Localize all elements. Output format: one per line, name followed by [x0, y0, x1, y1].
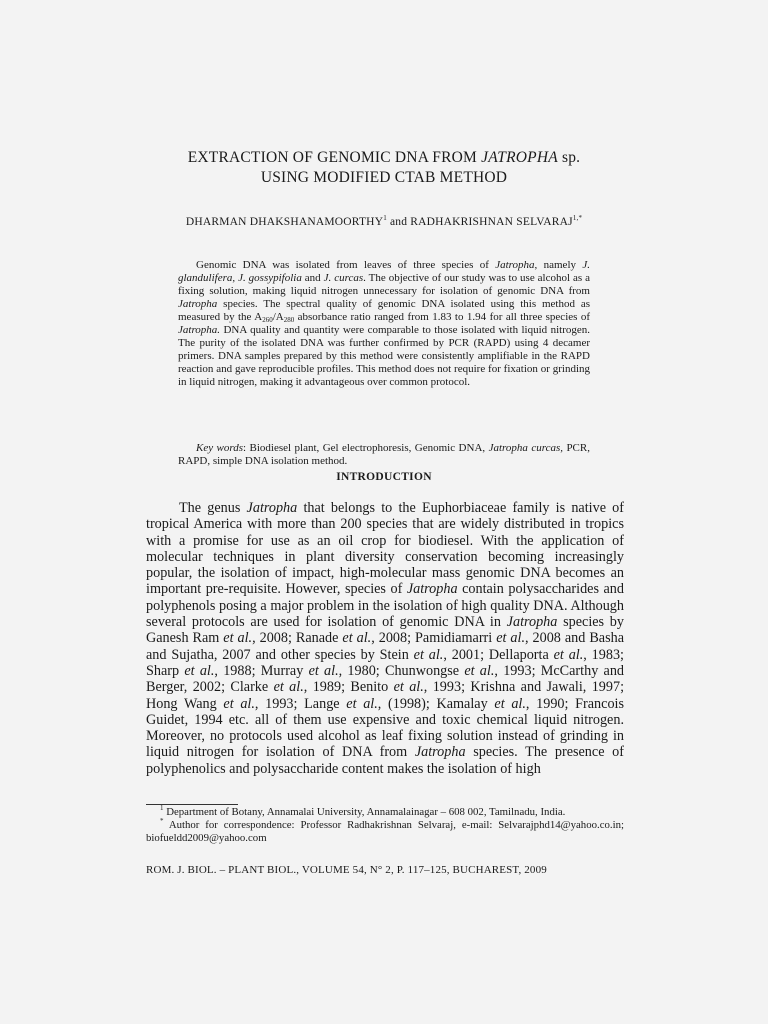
- body-italic: Jatropha: [414, 744, 466, 761]
- abstract-text: absorbance ratio ranged from 1.83 to 1.94 for all three species of: [294, 311, 590, 323]
- title-suffix: sp.: [557, 149, 581, 166]
- body-text: , 1993; Krishna and Jawali, 1997; Hong Wang: [146, 679, 625, 712]
- abstract-text: and: [301, 272, 324, 284]
- body-text: , 1983; Sharp: [146, 646, 625, 679]
- abstract-text: species. The spectral quality of genomic DNA isolated using this method as measured by the A: [178, 298, 590, 323]
- abstract-text: , namely: [534, 259, 583, 271]
- abstract-species: J. curcas: [323, 272, 364, 284]
- abstract-text: Genomic DNA was isolated from leaves of three species of: [196, 259, 496, 271]
- body-italic: et al.: [464, 662, 495, 679]
- author-conjunction: and: [386, 216, 411, 228]
- abstract-text: /A: [272, 311, 284, 323]
- journal-citation-footer: ROM. J. BIOL. – PLANT BIOL., VOLUME 54, N° 2, P. 117–125, BUCHAREST, 2009: [146, 864, 547, 876]
- body-italic: et al.: [494, 695, 526, 712]
- author-line: [0, 216, 768, 228]
- body-text: , 2001; Dellaporta: [443, 646, 554, 663]
- body-italic: et al.: [223, 695, 255, 712]
- body-text: species. The presence of polyphenolics and polysaccharide content makes the isolation of high: [146, 744, 624, 777]
- abstract: [178, 259, 590, 389]
- abstract-paragraph: [178, 259, 590, 389]
- abstract-subscript: 260: [262, 316, 273, 324]
- body-text: The genus: [179, 500, 247, 516]
- body-text: , (1998); Kamalay: [377, 695, 495, 712]
- body-italic: et al.: [346, 695, 378, 712]
- paper-title-line-1: [0, 148, 768, 168]
- body-italic: Jatropha: [406, 581, 458, 598]
- body-italic: et al.: [273, 679, 304, 696]
- body-text: , 1988; Murray: [214, 662, 309, 679]
- abstract-genus: Jatropha.: [178, 324, 221, 336]
- introduction-paragraph: [146, 500, 624, 777]
- body-text: , 2008 and Basha and Sujatha, 2007 and other species by Stein: [146, 630, 624, 663]
- body-italic: et al.: [342, 630, 372, 647]
- abstract-species: J. glandulifera, J. gossypifolia: [178, 259, 590, 284]
- author-2-affiliation: 1,*: [572, 214, 583, 222]
- body-text: , 1993; McCarthy and Berger, 2002; Clarke: [146, 662, 625, 696]
- body-text: , 1989; Benito: [303, 679, 394, 696]
- body-text: that belongs to the Euphorbiaceae family is native of tropical America with more than 200 species that are widely distributed in tropics with a promise for use as an oil crop for biodiesel. With the application of molecular techniques in plant diversity conservation becoming increasingly popular, the isolation of impact, high-molecular mass genomic DNA becomes an important pre-requisite. However, species of: [146, 500, 624, 598]
- footnote-correspondence: [146, 819, 624, 845]
- footnote-affiliation: [146, 806, 624, 819]
- footnotes: [146, 806, 624, 845]
- keywords-paragraph: [178, 442, 590, 468]
- keywords-text: PCR, RAPD, simple DNA isolation method.: [178, 442, 590, 467]
- footnote-text: Department of Botany, Annamalai University, Annamalainagar – 608 002, Tamilnadu, India.: [163, 806, 566, 818]
- paper-title-line-2: USING MODIFIED CTAB METHOD: [260, 169, 508, 186]
- body-text: , 2008; Pamidiamarri: [371, 630, 497, 647]
- keywords-label: Key words: [196, 442, 244, 454]
- introduction-body: [146, 500, 624, 777]
- body-text: , 1980; Chunwongse: [338, 662, 465, 679]
- footnote-text: Author for correspondence: Professor Radhakrishnan Selvaraj, e-mail: Selvarajphd14@yahoo.co.in; biofueldd2009@yahoo.com: [146, 819, 624, 844]
- footnote-mark: *: [160, 817, 164, 825]
- body-italic: Jatropha: [246, 500, 298, 516]
- body-text: contain polysaccharides and polyphenols posing a major problem in the isolation of high quality DNA. Although several protocols are used for isolation of genomic DNA in: [146, 581, 624, 631]
- body-italic: Jatropha: [506, 614, 558, 631]
- section-heading-introduction: INTRODUCTION: [336, 471, 432, 483]
- keywords: [178, 442, 590, 468]
- author-1-affiliation: 1: [383, 214, 387, 222]
- body-italic: et al.: [393, 679, 424, 696]
- author-1: DHARMAN DHAKSHANAMOORTHY: [185, 216, 384, 228]
- body-italic: et al.: [413, 646, 444, 663]
- body-text: , 1993; Lange: [254, 695, 347, 712]
- title-genus: JATROPHA: [481, 149, 558, 166]
- keywords-species: Jatropha curcas,: [488, 442, 563, 454]
- body-italic: et al.: [553, 646, 584, 663]
- author-2: RADHAKRISHNAN SELVARAJ: [410, 216, 573, 228]
- title-text: EXTRACTION OF GENOMIC DNA FROM: [187, 149, 482, 166]
- body-text: , 1990; Francois Guidet, 1994 etc. all of them use expensive and toxic chemical liquid nitrogen. Moreover, no protocols used alcohol as leaf fixing solution instead of grinding in liquid nitrogen for isolation of DNA from: [146, 695, 625, 761]
- abstract-genus: Jatropha: [178, 298, 218, 310]
- body-italic: et al.: [308, 662, 339, 679]
- body-italic: et al.: [223, 630, 253, 647]
- abstract-text: . The objective of our study was to use alcohol as a fixing solution, making liquid nitrogen unnecessary for isolation of genomic DNA from: [178, 272, 590, 297]
- abstract-subscript: 280: [283, 316, 295, 324]
- body-italic: et al.: [496, 630, 525, 647]
- abstract-text: DNA quality and quantity were comparable to those isolated with liquid nitrogen. The purity of the isolated DNA was further confirmed by PCR (RAPD) using 4 decamer primers. DNA samples prepared by this method were consistently amplifiable in the RAPD reaction and gave reproducible profiles. This method does not require for fixation or grinding in liquid nitrogen, making it advantageous over common protocol.: [178, 324, 590, 388]
- body-text: , 2008; Ranade: [252, 630, 343, 647]
- body-text: species by Ganesh Ram: [146, 614, 624, 647]
- footnote-mark: 1: [160, 804, 164, 812]
- abstract-genus: Jatropha: [495, 259, 535, 271]
- keywords-text: : Biodiesel plant, Gel electrophoresis, Genomic DNA,: [243, 442, 489, 454]
- body-italic: et al.: [184, 662, 215, 679]
